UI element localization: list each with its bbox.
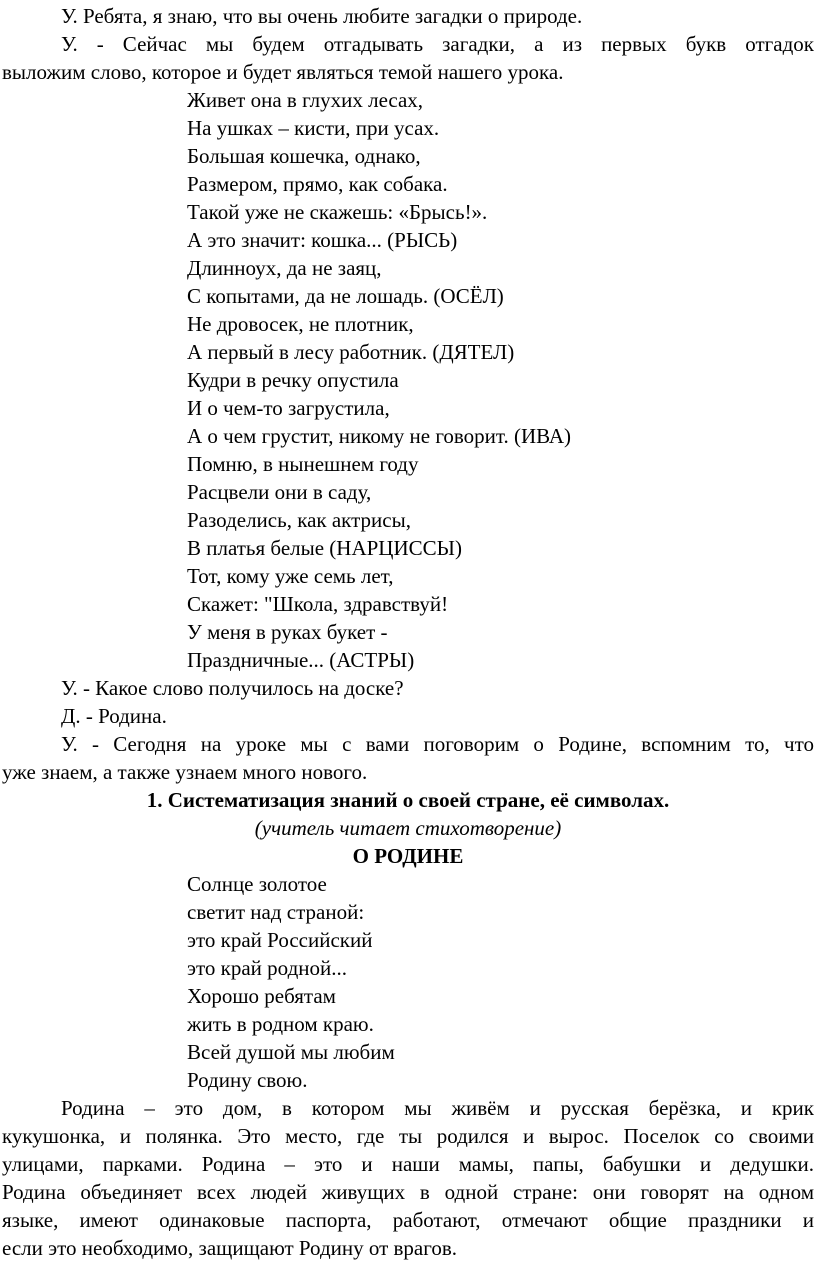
riddle-line: Расцвели они в саду, (187, 480, 372, 504)
riddle-line: С копытами, да не лошадь. (ОСЁЛ) (187, 284, 504, 308)
poem-line: светит над страной: (187, 900, 365, 924)
riddle-line: А первый в лесу работник. (ДЯТЕЛ) (187, 340, 515, 364)
riddle-poem (2, 86, 814, 674)
poem-line: Хорошо ребятам (187, 984, 336, 1008)
riddle-line: В платья белые (НАРЦИССЫ) (187, 536, 462, 560)
closing-line: языке, имеют одинаковые паспорта, работают, отмечают общие праздники и (2, 1208, 814, 1232)
riddle-line: Кудри в речку опустила (187, 368, 399, 392)
riddle-line: Размером, прямо, как собака. (187, 172, 448, 196)
closing-paragraph (2, 1094, 814, 1262)
poem-line: жить в родном краю. (187, 1012, 374, 1036)
dialog-teacher: У. - Сегодня на уроке мы с вами поговорим о Родине, вспомним то, что (61, 732, 814, 756)
riddle-line: Праздничные... (АСТРЫ) (187, 648, 415, 672)
dialog-answer: Д. - Родина. (61, 704, 167, 728)
riddle-line: Живет она в глухих лесах, (187, 88, 424, 112)
riddle-line: Длинноух, да не заяц, (187, 256, 382, 280)
riddle-line: Помню, в нынешнем году (187, 452, 419, 476)
intro-paragraph: У. Ребята, я знаю, что вы очень любите загадки о природе. (61, 4, 583, 28)
poem-line: Всей душой мы любим (187, 1040, 395, 1064)
intro-paragraph: выложим слово, которое и будет являться темой нашего урока. (2, 60, 564, 84)
homeland-poem (2, 870, 814, 1094)
section-note: (учитель читает стихотворение) (254, 816, 562, 840)
riddle-line: Не дровосек, не плотник, (187, 312, 414, 336)
dialog-teacher: уже знаем, а также узнаем много нового. (2, 760, 368, 784)
riddle-line: Разоделись, как актрисы, (187, 508, 411, 532)
riddle-line: На ушках – кисти, при усах. (187, 116, 440, 140)
riddle-line: И о чем-то загрустила, (187, 396, 390, 420)
riddle-line: У меня в руках букет - (187, 620, 388, 644)
closing-line: если это необходимо, защищают Родину от врагов. (2, 1236, 458, 1260)
riddle-line: Скажет: "Школа, здравствуй! (187, 592, 449, 616)
riddle-line: Такой уже не скажешь: «Брысь!». (187, 200, 488, 224)
dialog-question: У. - Какое слово получилось на доске? (61, 676, 404, 700)
closing-line: Родина – это дом, в котором мы живём и русская берёзка, и крик (61, 1096, 814, 1120)
poem-line: Солнце золотое (187, 872, 327, 896)
closing-line: Родина объединяет всех людей живущих в одной стране: они говорят на одном (2, 1180, 814, 1204)
poem-line: Родину свою. (187, 1068, 308, 1092)
poem-line: это край Российский (187, 928, 373, 952)
riddle-line: А о чем грустит, никому не говорит. (ИВА) (187, 424, 572, 448)
closing-line: улицами, парками. Родина – это и наши мамы, папы, бабушки и дедушки. (2, 1152, 814, 1176)
riddle-line: Большая кошечка, однако, (187, 144, 421, 168)
riddle-line: А это значит: кошка... (РЫСЬ) (187, 228, 458, 252)
section-heading: 1. Систематизация знаний о своей стране, её символах. (146, 788, 670, 812)
riddle-line: Тот, кому уже семь лет, (187, 564, 394, 588)
poem-title: О РОДИНЕ (352, 844, 464, 868)
closing-line: кукушонка, и полянка. Это место, где ты родился и вырос. Поселок со своими (2, 1124, 814, 1148)
intro-paragraph: У. - Сейчас мы будем отгадывать загадки, а из первых букв отгадок (61, 32, 814, 56)
poem-line: это край родной... (187, 956, 347, 980)
